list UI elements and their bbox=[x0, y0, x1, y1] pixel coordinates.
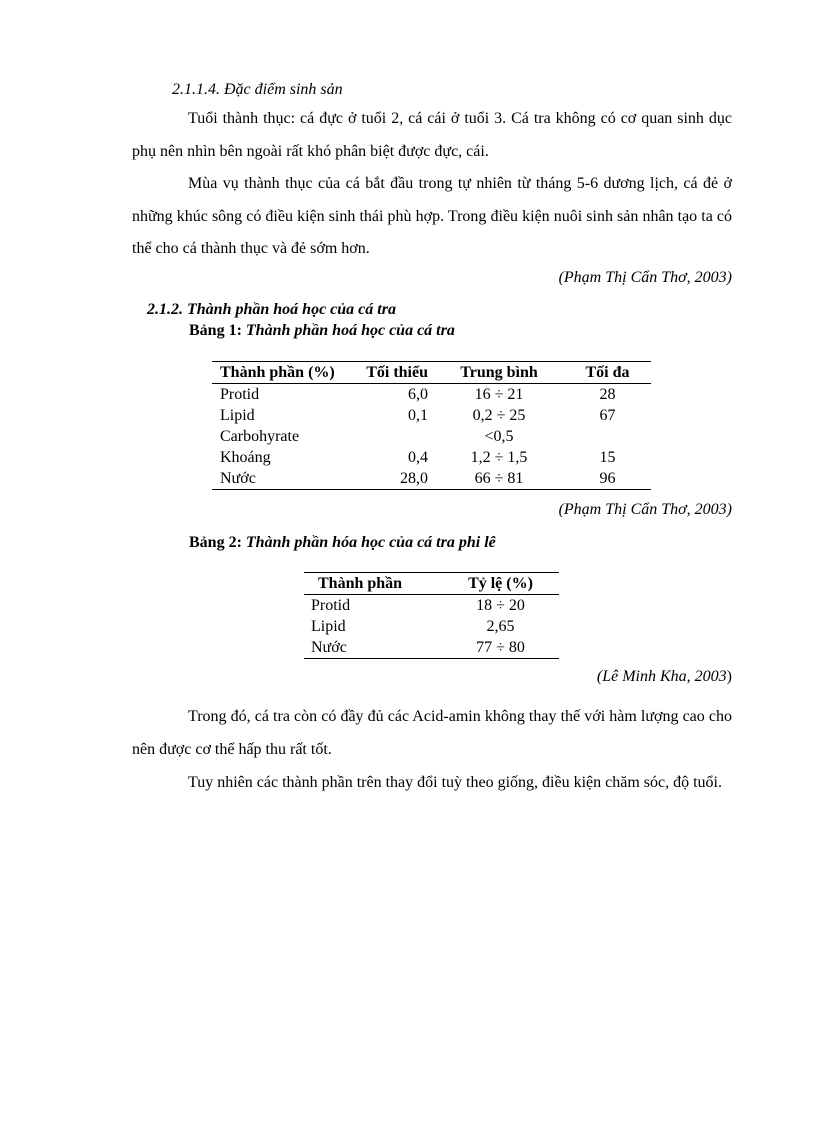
table1-cell: 0,1 bbox=[408, 407, 428, 424]
table1-header-row bbox=[212, 362, 651, 384]
table-row bbox=[212, 468, 651, 490]
paragraph-season bbox=[132, 168, 732, 266]
table1-caption bbox=[189, 321, 455, 341]
paragraph-maturity bbox=[132, 103, 732, 168]
table-row bbox=[212, 405, 651, 426]
table1-cell bbox=[564, 426, 651, 447]
table1-cell: 28 bbox=[599, 386, 616, 403]
paragraph-amino-acids bbox=[132, 701, 732, 766]
table-row bbox=[212, 426, 651, 447]
table1-cell: 15 bbox=[599, 449, 616, 466]
paragraph-season-text: Mùa vụ thành thục của cá bắt đầu trong tự nhiên từ tháng 5-6 dương lịch, cá đẻ ở những khúc sông có điều kiện sinh thái phù hợp. Trong điều kiện nuôi sinh sản nhân tạo ta có thể cho cá thành thục và đẻ sớm hơn. bbox=[132, 175, 732, 257]
table2-cell: Protid bbox=[311, 597, 351, 614]
table1-cell: 67 bbox=[599, 407, 616, 424]
paragraph-maturity-text: Tuổi thành thục: cá đực ở tuổi 2, cá cái ở tuổi 3. Cá tra không có cơ quan sinh dục phụ nên nhìn bên ngoài rất khó phân biệt được đực, cái. bbox=[132, 110, 732, 160]
table1-cell: <0,5 bbox=[484, 428, 514, 445]
table1-cell: Protid bbox=[220, 386, 260, 403]
table1-cell: 0,2 ÷ 25 bbox=[472, 407, 526, 424]
table1-header-component: Thành phần (%) bbox=[212, 362, 352, 384]
table1-cell: Carbohyrate bbox=[220, 428, 300, 445]
citation-1: (Phạm Thị Cẩn Thơ, 2003) bbox=[558, 269, 732, 286]
table2-cell: 77 ÷ 80 bbox=[432, 637, 559, 659]
table-row bbox=[212, 447, 651, 468]
table1-cell: 66 ÷ 81 bbox=[434, 468, 564, 490]
table-row bbox=[304, 616, 559, 637]
table-row bbox=[304, 637, 559, 659]
table1-header-max: Tối đa bbox=[564, 362, 651, 384]
section-heading-212: 2.1.2. Thành phần hoá học của cá tra bbox=[147, 301, 396, 318]
table2 bbox=[304, 572, 559, 659]
table2-caption-title: Thành phần hóa học của cá tra phi lê bbox=[245, 534, 496, 551]
table1-header-min: Tối thiểu bbox=[352, 362, 434, 384]
table2-header-ratio: Tỷ lệ (%) bbox=[432, 573, 559, 595]
table2-caption-prefix: Bảng 2: bbox=[189, 534, 246, 551]
citation-3 bbox=[432, 667, 732, 687]
table1-cell: Lipid bbox=[220, 407, 255, 424]
table2-header-row bbox=[304, 573, 559, 595]
table1 bbox=[212, 361, 651, 490]
table1-cell: 28,0 bbox=[352, 468, 434, 490]
paragraph-amino-acids-text: Trong đó, cá tra còn có đầy đủ các Acid-amin không thay thế với hàm lượng cao cho nên được cơ thể hấp thu rất tốt. bbox=[132, 708, 732, 758]
table1-caption-prefix: Bảng 1: bbox=[189, 322, 246, 339]
paragraph-variation-text: Tuy nhiên các thành phần trên thay đổi tuỳ theo giống, điều kiện chăm sóc, độ tuổi. bbox=[188, 774, 722, 791]
table2-cell: Lipid bbox=[311, 618, 346, 635]
table2-caption bbox=[189, 533, 496, 553]
table1-cell: 1,2 ÷ 1,5 bbox=[470, 449, 528, 466]
citation-3-text: (Lê Minh Kha, 2003 bbox=[596, 668, 727, 685]
table2-cell: 18 ÷ 20 bbox=[476, 597, 525, 614]
table-row bbox=[304, 595, 559, 617]
table1-cell: Nước bbox=[212, 468, 352, 490]
table2-header-component: Thành phần bbox=[304, 573, 432, 595]
table1-cell bbox=[352, 426, 434, 447]
table2-cell: Nước bbox=[304, 637, 432, 659]
table1-cell: Khoáng bbox=[220, 449, 271, 466]
citation-2: (Phạm Thị Cẩn Thơ, 2003) bbox=[558, 501, 732, 518]
paragraph-variation bbox=[132, 767, 732, 800]
table1-cell: 0,4 bbox=[408, 449, 428, 466]
table1-cell: 96 bbox=[564, 468, 651, 490]
subsection-heading-2114: 2.1.1.4. Đặc điểm sinh sản bbox=[172, 81, 343, 98]
table1-cell: 16 ÷ 21 bbox=[474, 386, 524, 403]
table1-cell: 6,0 bbox=[408, 386, 428, 403]
table1-caption-title: Thành phần hoá học của cá tra bbox=[245, 322, 455, 339]
table2-cell: 2,65 bbox=[486, 618, 515, 635]
table-row bbox=[212, 384, 651, 406]
table1-header-avg: Trung bình bbox=[434, 362, 564, 384]
citation-3-close: ) bbox=[726, 668, 732, 685]
